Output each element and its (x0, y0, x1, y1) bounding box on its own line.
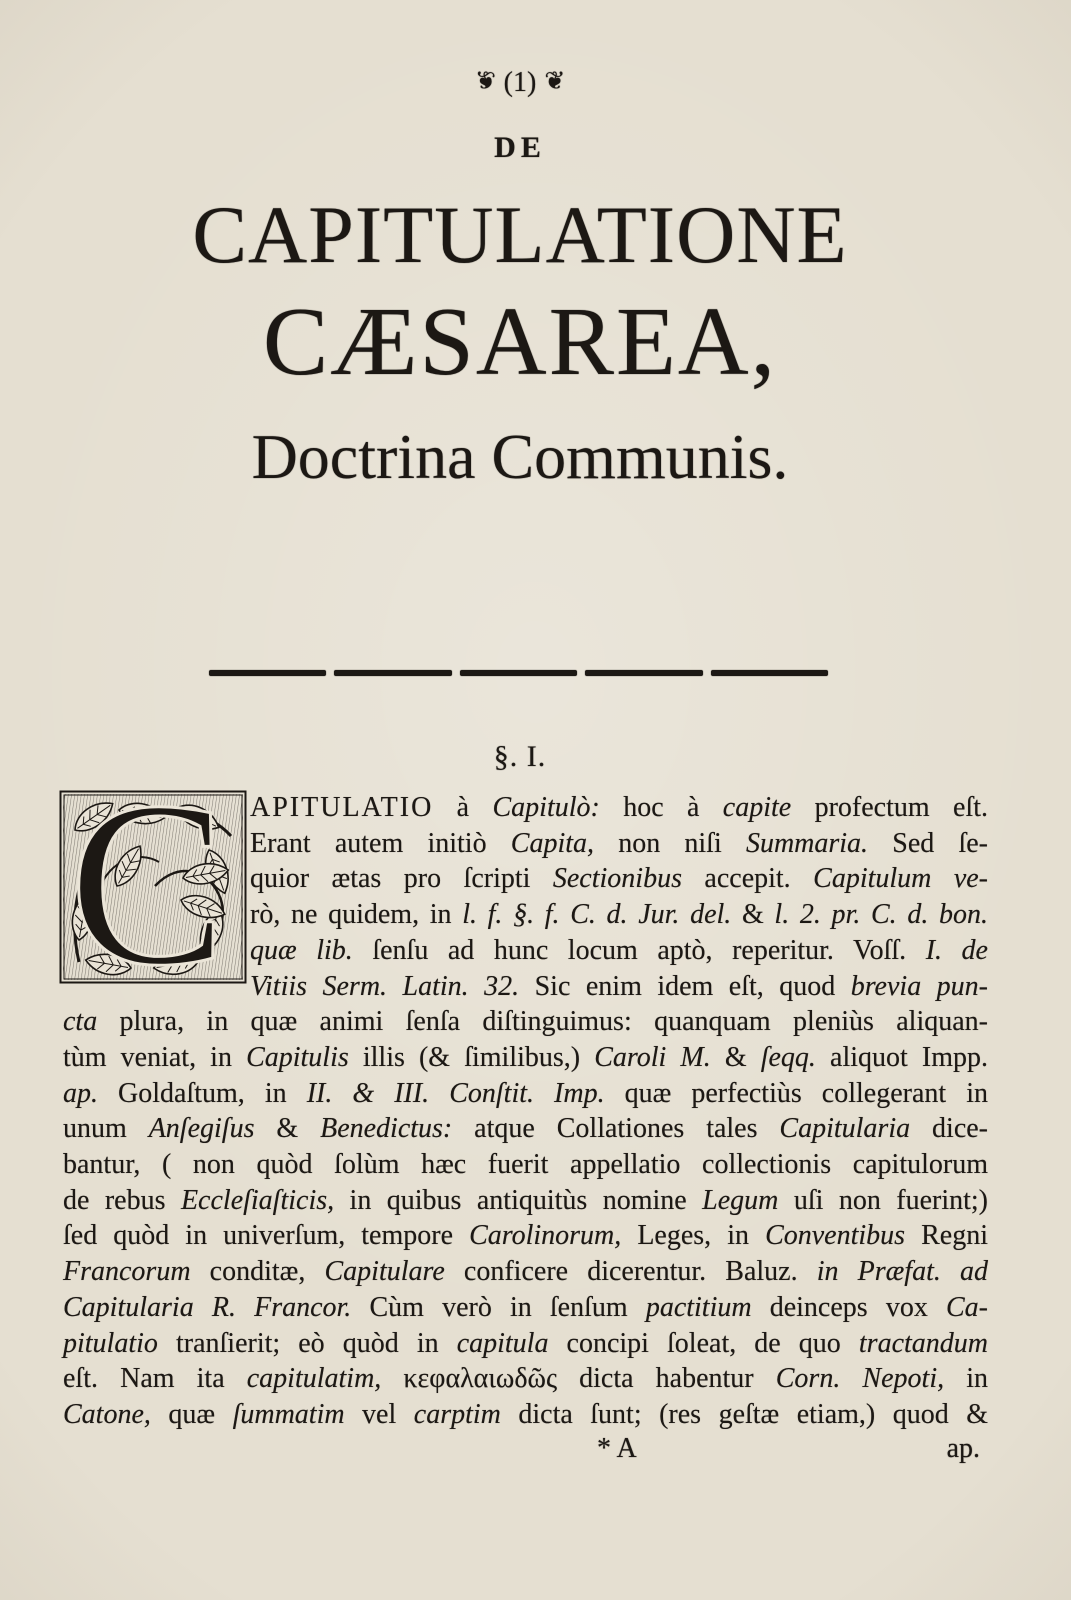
running-header (0, 68, 1040, 97)
text-run: & (254, 1113, 321, 1145)
section-heading: §. I. (493, 740, 547, 773)
italic-text-run: Catone, (63, 1398, 151, 1430)
text-line (250, 826, 988, 862)
text-run: dicta ſunt; (res geſtæ etiam,) quod & (500, 1398, 988, 1430)
text-line (250, 897, 988, 933)
text-run: de rebus (63, 1184, 181, 1216)
italic-text-run: Capitularia R. Francor. (63, 1291, 352, 1323)
text-run: profectum eſt. (791, 792, 988, 823)
italic-text-run: capite (722, 792, 792, 823)
fleuron-icon (475, 68, 496, 93)
text-run: & (731, 899, 775, 931)
italic-text-run: Anſegiſus (148, 1113, 255, 1145)
italic-text-run: Capitulare (324, 1256, 445, 1288)
ornamental-rule (209, 670, 828, 677)
drop-cap-letter: C (69, 790, 227, 984)
text-run: ſed quòd in univerſum, tempore (63, 1220, 470, 1252)
title-de: DE (494, 131, 546, 164)
text-run: illis (& ſimilibus,) (348, 1041, 595, 1073)
page-number: (1) (503, 67, 537, 98)
signature-mark: * A (597, 1433, 637, 1464)
text-line (63, 1040, 988, 1076)
rule-segment (209, 670, 326, 676)
text-run: Erant autem initiò (250, 827, 511, 859)
italic-text-run: l. 2. pr. C. d. bon. (774, 899, 988, 931)
italic-text-run: Sectionibus (552, 863, 682, 895)
italic-text-run: Capitularia (779, 1113, 911, 1145)
italic-text-run: I. de (925, 934, 988, 966)
italic-text-run: II. & III. Conſtit. Imp. (306, 1077, 605, 1109)
italic-text-run: tractandum (858, 1327, 988, 1359)
text-run: Goldaſtum, in (98, 1077, 307, 1109)
title-subtitle: Doctrina Communis. (251, 421, 789, 492)
text-line (63, 1290, 988, 1326)
italic-text-run: Ca- (945, 1291, 988, 1323)
text-run: rò, ne quidem, in (250, 899, 463, 931)
italic-text-run: pactitium (645, 1291, 752, 1323)
text-run: Sed ſe- (868, 827, 988, 859)
italic-text-run: Capita, (510, 827, 594, 859)
body-text (63, 790, 988, 1433)
italic-text-run: pitulatio (63, 1327, 158, 1359)
text-line (63, 1111, 988, 1147)
text-run: dice- (910, 1113, 988, 1145)
italic-text-run: Carolinorum, (469, 1220, 622, 1252)
rule-segment (334, 670, 451, 676)
title-caesarea: CÆSAREA, (262, 288, 778, 396)
italic-text-run: carptim (413, 1398, 501, 1430)
italic-text-run: Capitulum ve- (813, 863, 989, 895)
text-run: ſenſu ad hunc locum aptò, reperitur. Voſſ. (352, 934, 926, 966)
italic-text-run: Corn. Nepoti, (775, 1363, 945, 1395)
text-line (63, 1004, 988, 1040)
rule-segment (711, 670, 828, 676)
text-run: in quibus antiquitùs nomine (334, 1184, 703, 1216)
text-run: conditæ, (190, 1256, 325, 1288)
italic-text-run: ſeqq. (760, 1041, 816, 1073)
text-run: bantur, ( non quòd ſolùm hæc fuerit appellatio collectionis capitulorum (63, 1149, 988, 1181)
italic-text-run: Conventibus (765, 1220, 906, 1252)
text-run: non niſi (594, 827, 746, 859)
italic-text-run: Caroli M. (594, 1041, 711, 1073)
italic-text-run: cta (63, 1006, 98, 1038)
text-run: atque Collationes tales (452, 1113, 780, 1145)
text-run: & (710, 1041, 761, 1073)
text-line (63, 1183, 988, 1219)
text-line (63, 1326, 988, 1362)
title-capitulatione: CAPITULATIONE (192, 189, 848, 280)
text-line (63, 1076, 988, 1112)
text-run: hoc à (599, 792, 723, 823)
text-line (63, 1397, 988, 1433)
italic-text-run: capitula (456, 1327, 549, 1359)
text-line (250, 861, 988, 897)
italic-text-run: capitulatim, (246, 1363, 382, 1395)
text-run: eſt. Nam ita (63, 1363, 247, 1395)
text-run: aliquot Impp. (815, 1041, 988, 1073)
text-line (63, 1361, 988, 1397)
text-run: concipi ſoleat, de quo (548, 1327, 859, 1359)
italic-text-run: Benedictus: (320, 1113, 453, 1145)
text-run: Cùm verò in ſenſum (351, 1291, 646, 1323)
italic-text-run: Capitulis (246, 1041, 349, 1073)
text-run: deinceps vox (751, 1291, 946, 1323)
text-line (63, 1218, 988, 1254)
text-run: conficere dicerentur. Baluz. (444, 1256, 817, 1288)
text-line (250, 933, 988, 969)
text-run: κεφαλαιωδῶς dicta habentur (381, 1363, 776, 1395)
fleuron-icon (544, 68, 565, 93)
italic-text-run: ap. (63, 1077, 98, 1109)
italic-text-run: brevia pun- (850, 970, 988, 1002)
text-run: quæ (150, 1398, 233, 1430)
text-run: vel (344, 1398, 414, 1430)
text-line (63, 1147, 988, 1183)
italic-text-run: Eccleſiaſticis, (180, 1184, 335, 1216)
text-run: à (433, 792, 493, 823)
text-run: Regni (905, 1220, 988, 1252)
italic-text-run: Legum (702, 1184, 779, 1216)
text-run: plura, in quæ animi ſenſa diſtinguimus: quanquam pleniùs aliquan- (97, 1006, 988, 1038)
italic-text-run: Vitiis Serm. Latin. 32. (250, 970, 520, 1002)
spaced-caps-run: APITULATIO (250, 792, 434, 823)
text-run: quior ætas pro ſcripti (250, 863, 553, 895)
italic-text-run: Summaria. (745, 827, 869, 859)
italic-text-run: l. f. §. f. C. d. Jur. del. (462, 899, 732, 931)
text-line (250, 790, 988, 826)
text-run: in (944, 1363, 989, 1395)
text-run: tranſierit; eò quòd in (157, 1327, 457, 1359)
italic-text-run: in Præfat. ad (816, 1256, 988, 1288)
italic-text-run: Capitulò: (492, 792, 600, 823)
italic-text-run: Francorum (63, 1256, 191, 1288)
text-run: Sic enim idem eſt, quod (519, 970, 851, 1002)
catchword: ap. (946, 1433, 980, 1464)
text-run: accepit. (681, 863, 814, 895)
italic-text-run: ſummatim (232, 1398, 345, 1430)
text-run: tùm veniat, in (63, 1041, 247, 1073)
text-run: quæ perfectiùs collegerant in (604, 1077, 989, 1109)
text-line (250, 969, 988, 1005)
rule-segment (460, 670, 577, 676)
rule-segment (585, 670, 702, 676)
text-run: uſi non fuerint;) (778, 1184, 989, 1216)
text-run: Leges, in (621, 1220, 766, 1252)
text-line (63, 1254, 988, 1290)
italic-text-run: quæ lib. (250, 934, 353, 966)
text-run: unum (63, 1113, 149, 1145)
